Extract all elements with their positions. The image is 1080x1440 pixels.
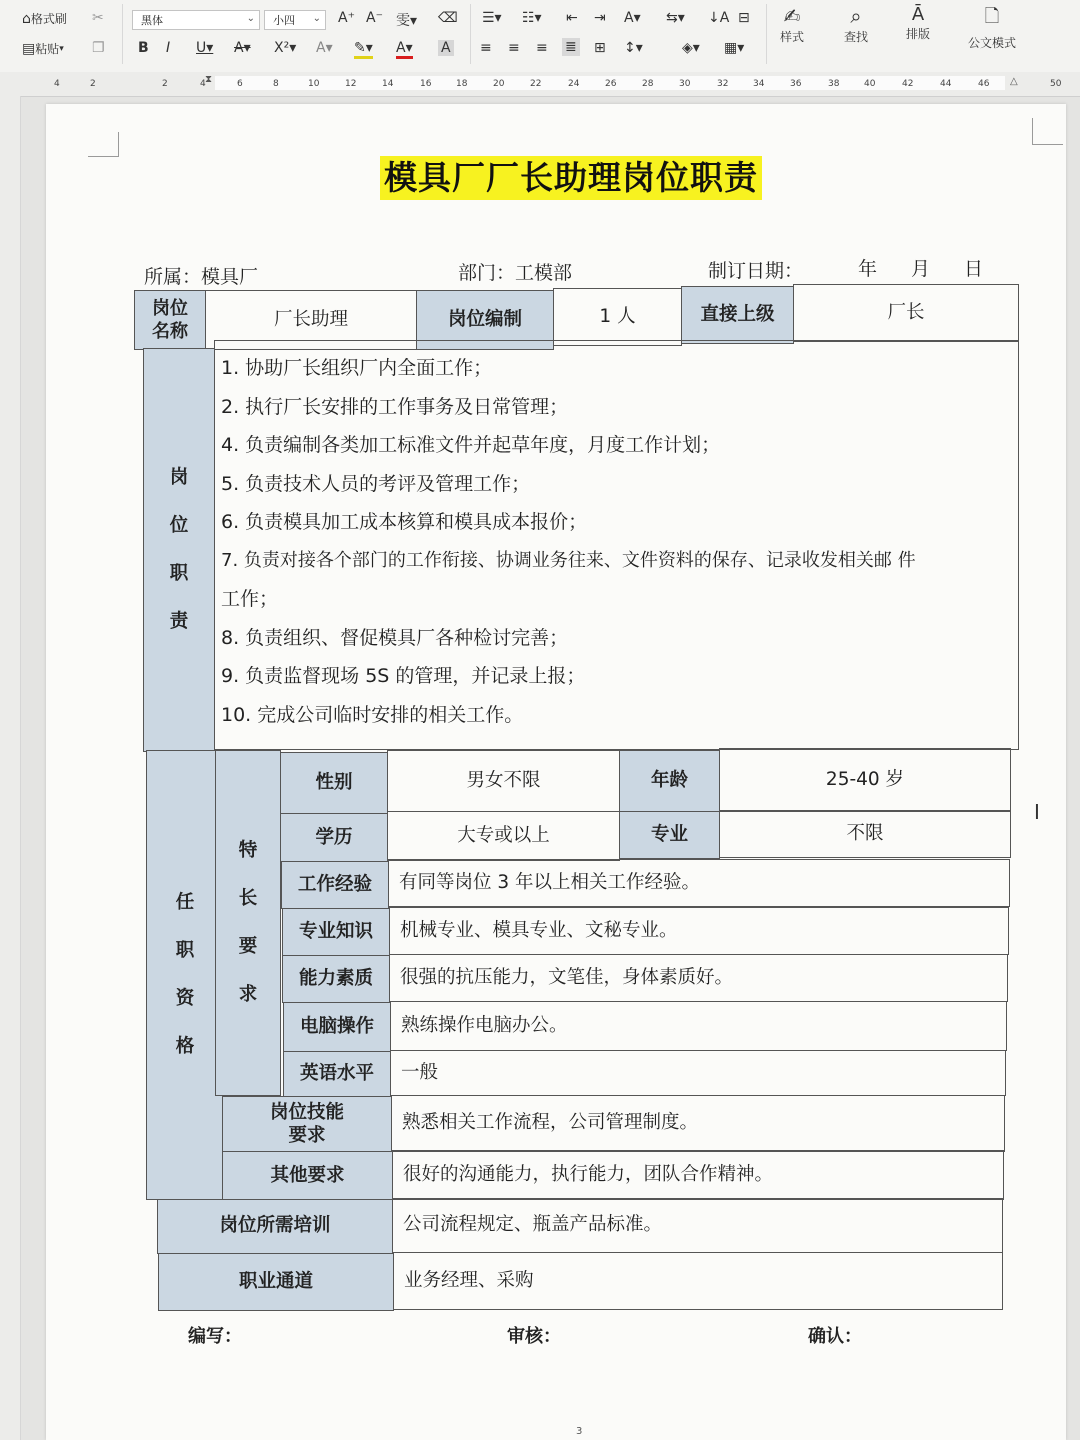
styles-icon: ✍ [783, 4, 801, 28]
ribbon-toolbar [0, 0, 1080, 73]
position-name-cell: 厂长助理 [205, 290, 417, 350]
duty-item: 10. 完成公司临时安排的相关工作。 [221, 703, 524, 726]
ruler-number: 42 [902, 79, 914, 89]
duty-item: 8. 负责组织、督促模具厂各种检讨完善； [221, 626, 569, 649]
font-size-select[interactable]: 小四 ⌄ [264, 10, 326, 30]
ruler-number: 16 [420, 79, 432, 89]
sort-icon[interactable]: ↓A [708, 10, 730, 26]
ruler-number: 36 [790, 79, 802, 89]
headcount-label-cell: 岗位编制 [416, 290, 554, 350]
ruler-number: 2 [90, 79, 96, 89]
distribute-icon[interactable]: ⊞ [594, 40, 606, 56]
layout-icon: Ā [911, 4, 925, 25]
copy-button[interactable] [92, 40, 105, 56]
change-case-icon[interactable]: A▾ [624, 10, 641, 26]
knowledge-label-cell: 专业知识 [282, 908, 390, 956]
experience-label-cell: 工作经验 [281, 861, 389, 909]
align-right-icon[interactable]: ≡ [536, 40, 548, 56]
text-cursor-icon: I [1034, 800, 1040, 824]
experience-cell: 有同等岗位 3 年以上相关工作经验。 [388, 859, 1010, 907]
supervisor-cell: 厂长 [793, 284, 1019, 342]
ruler-number: 18 [456, 79, 468, 89]
find-button[interactable]: ⌕ 查找 [844, 4, 869, 44]
ruler-number: 26 [605, 79, 617, 89]
document-icon: 🗋 [984, 6, 1000, 27]
computer-cell: 熟练操作电脑办公。 [390, 1001, 1007, 1051]
right-indent-icon[interactable]: △ [1010, 76, 1018, 87]
shrink-font-icon[interactable]: A⁻ [366, 10, 383, 26]
skills-cell: 熟悉相关工作流程，公司管理制度。 [391, 1095, 1005, 1152]
bullet-list-icon[interactable]: ☰▾ [482, 10, 502, 26]
duty-item: 6. 负责模具加工成本核算和模具成本报价； [221, 511, 588, 533]
ruler-number: 22 [530, 79, 542, 89]
ruler-number: 44 [940, 79, 952, 89]
date-month: 月 [911, 258, 931, 280]
ruler-number: 34 [753, 79, 765, 89]
special-requirements-label-cell: 特 长 要 求 [215, 750, 281, 1096]
font-color-icon[interactable]: A▾ [396, 40, 413, 59]
age-cell: 25-40 岁 [719, 748, 1011, 812]
age-label-cell: 年龄 [619, 750, 720, 812]
english-label-cell: 英语水平 [283, 1051, 391, 1097]
ruler-number: 14 [382, 79, 394, 89]
search-icon: ⌕ [850, 4, 862, 28]
english-cell: 一般 [390, 1050, 1006, 1096]
ruler-number: 12 [345, 79, 357, 89]
ruler-number: 20 [493, 79, 505, 89]
ruler-number: 46 [978, 79, 990, 89]
margin-corner-top-right [1032, 118, 1063, 145]
major-label-cell: 专业 [619, 811, 720, 859]
align-center-icon[interactable]: ≡ [508, 40, 520, 56]
clipboard-icon: ▤ [22, 40, 36, 57]
text-direction-icon[interactable]: ⇆▾ [666, 10, 685, 26]
ruler-number: 10 [308, 79, 320, 89]
phonetic-guide-icon[interactable]: 雯▾ [396, 13, 418, 29]
duty-item-continued: 工作； [221, 588, 279, 610]
ruler-number: 4 [200, 79, 206, 89]
bold-icon[interactable]: B [138, 40, 149, 56]
duties-cell [214, 340, 1019, 750]
major-cell: 不限 [719, 810, 1011, 858]
duties-label-cell: 岗 位 职 责 [143, 348, 215, 752]
text-effect-icon[interactable]: A▾ [316, 40, 333, 56]
char-shading-icon[interactable]: A [438, 40, 454, 56]
other-requirements-label-cell: 其他要求 [222, 1151, 393, 1201]
training-label-cell: 岗位所需培训 [157, 1199, 393, 1254]
supervisor-label-cell: 直接上级 [681, 286, 794, 344]
date-year: 年 [858, 258, 878, 280]
shading-icon[interactable]: ◈▾ [682, 40, 700, 56]
highlight-icon[interactable]: ✎▾ [354, 40, 373, 59]
clear-format-icon[interactable]: ⌫ [438, 10, 458, 26]
position-name-label-cell: 岗位名称 [134, 290, 206, 350]
ruler-number: 4 [54, 79, 60, 89]
career-path-cell: 业务经理、采购 [393, 1252, 1003, 1310]
cut-button[interactable] [92, 10, 104, 26]
increase-indent-icon[interactable]: ⇥ [594, 10, 606, 26]
ruler-number: 2 [162, 79, 168, 89]
grow-font-icon[interactable]: A⁺ [338, 10, 355, 26]
styles-button[interactable]: ✍ 样式 [780, 4, 805, 44]
duty-item: 2. 执行厂长安排的工作事务及日常管理； [221, 395, 569, 418]
duty-item: 9. 负责监督现场 5S 的管理，并记录上报； [221, 665, 586, 687]
copy-icon: ❐ [92, 40, 105, 56]
show-marks-icon[interactable]: ⊟ [738, 10, 750, 26]
education-cell: 大专或以上 [387, 811, 620, 861]
ruler-number: 38 [828, 79, 840, 89]
education-label-cell: 学历 [280, 813, 388, 863]
date-label: 制订日期： [708, 260, 804, 282]
underline-icon[interactable]: U▾ [196, 40, 214, 56]
decrease-indent-icon[interactable]: ⇤ [566, 10, 578, 26]
indent-marker-icon[interactable]: ⧗ [205, 74, 213, 85]
ruler-number: 40 [864, 79, 876, 89]
vertical-ruler[interactable] [0, 96, 21, 1440]
ruler-number: 50 [1050, 79, 1062, 89]
official-mode-button[interactable]: 🗋 公文模式 [968, 6, 1017, 50]
confirm-label: 确认： [808, 1326, 862, 1347]
scissors-icon: ✂ [92, 10, 104, 26]
superscript-icon[interactable]: X²▾ [274, 40, 297, 56]
qualification-label-cell: 任 职 资 格 [146, 750, 224, 1200]
gender-cell: 男女不限 [387, 750, 620, 812]
duty-item: 1. 协助厂长组织厂内全面工作； [221, 357, 493, 379]
editor-label: 编写： [188, 1326, 242, 1347]
duty-item: 5. 负责技术人员的考评及管理工作； [221, 472, 531, 495]
ability-cell: 很强的抗压能力，文笔佳，身体素质好。 [389, 954, 1008, 1002]
italic-icon[interactable]: I [166, 40, 171, 56]
margin-corner-top-left [88, 132, 119, 157]
ruler-number: 28 [642, 79, 654, 89]
department-label: 部门：工模部 [458, 262, 573, 284]
other-requirements-cell: 很好的沟通能力，执行能力，团队合作精神。 [392, 1150, 1004, 1200]
ability-label-cell: 能力素质 [282, 955, 390, 1003]
ruler-number: 24 [568, 79, 580, 89]
affiliation-label: 所属：模具厂 [144, 266, 259, 288]
duty-item: 7. 负责对接各个部门的工作衔接、协调业务往来、文件资料的保存、记录收发相关邮 件 [221, 549, 916, 571]
numbered-list-icon[interactable]: ☷▾ [522, 10, 542, 26]
horizontal-ruler[interactable] [0, 72, 1080, 97]
ruler-number: 6 [237, 79, 243, 89]
justify-icon[interactable]: ≣ [562, 38, 580, 56]
ruler-number: 8 [273, 79, 279, 89]
career-path-label-cell: 职业通道 [158, 1253, 394, 1311]
document-title: 模具厂厂长助理岗位职责 [380, 156, 762, 200]
skills-label-cell: 岗位技能 要求 [222, 1096, 392, 1152]
borders-icon[interactable]: ▦▾ [724, 40, 745, 56]
review-label: 审核： [507, 1326, 561, 1347]
computer-label-cell: 电脑操作 [283, 1002, 391, 1052]
knowledge-cell: 机械专业、模具专业、文秘专业。 [389, 907, 1009, 955]
duty-item: 4. 负责编制各类加工标准文件并起草年度，月度工作计划； [221, 434, 721, 456]
strikethrough-icon[interactable]: A▾ [234, 40, 251, 56]
gender-label-cell: 性别 [280, 752, 388, 814]
format-painter-button[interactable]: ⌂ 格式刷 [22, 10, 67, 27]
format-painter-icon: ⌂ [22, 10, 31, 27]
page-number: 3 [576, 1426, 583, 1437]
font-name-select[interactable]: 黑体 ⌄ [132, 10, 260, 30]
date-day: 日 [964, 258, 984, 280]
ruler-number: 32 [717, 79, 729, 89]
paste-button[interactable]: ▤ 粘贴 ▾ [22, 40, 64, 57]
line-spacing-icon[interactable]: ↕▾ [624, 40, 643, 56]
ruler-number: 30 [679, 79, 691, 89]
align-left-icon[interactable]: ≡ [480, 40, 492, 56]
headcount-cell: 1 人 [553, 288, 682, 346]
layout-button[interactable]: Ā 排版 [906, 4, 931, 41]
training-cell: 公司流程规定、瓶盖产品标准。 [392, 1198, 1003, 1253]
